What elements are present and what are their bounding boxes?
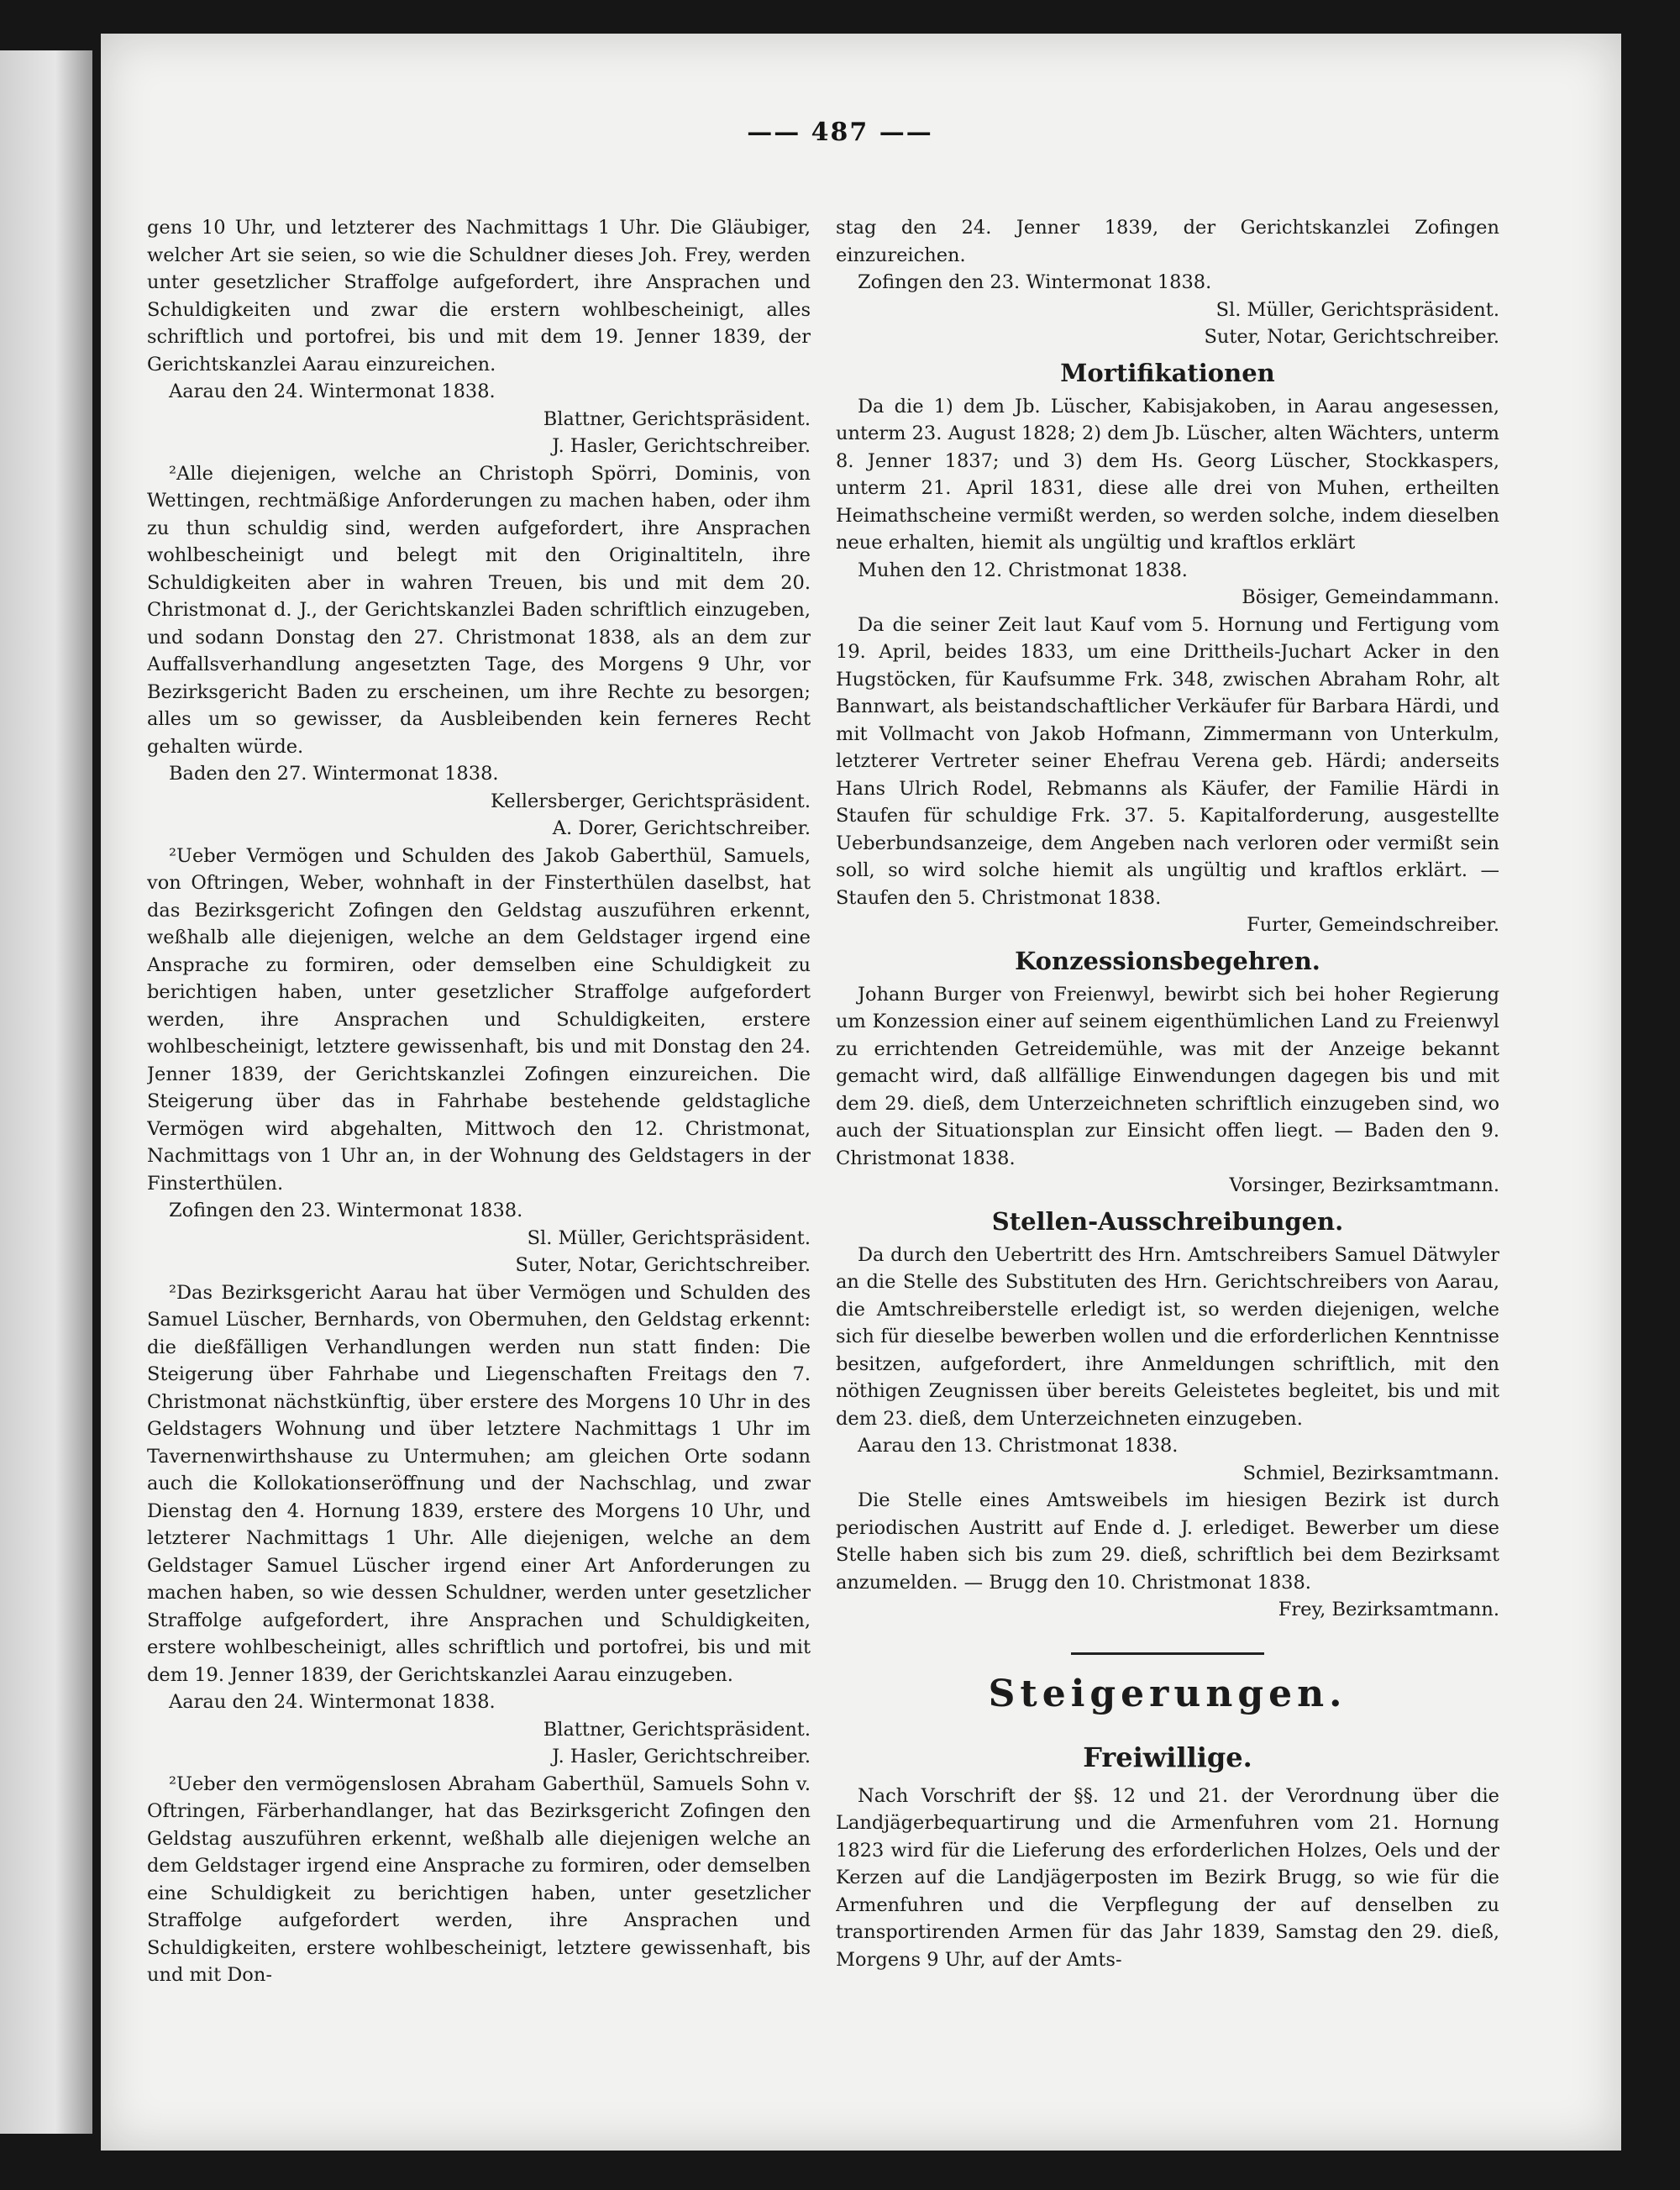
section-heading-stellen: Stellen-Ausschreibungen.	[991, 1206, 1344, 1236]
notice-signature	[147, 788, 811, 843]
notice-text: ²Ueber Vermögen und Schulden des Jakob Gaberthül, Samuels, von Oftringen, Weber, wohnhaft in der Finsterthülen daselbst, hat das Bezirksgericht Zofingen den Geldstag auszuführen erkennt, weßhalb alle diejenigen, welche an dem Geldstager irgend eine Ansprache zu formiren, oder demselben eine Schuldigkeit zu berichtigen haben, unter gesetzlicher Straffolge aufgefordert werden, ihre Ansprachen und Schuldigkeiten, erstere wohlbescheinigt, letztere gewissenhaft, bis und mit Donstag den 24. Jenner 1839, der Gerichtskanzlei Zofingen einzureichen. Die Steigerung über das in Fahrhabe bestehende geldstagliche Vermögen wird abgehalten, Mittwoch den 12. Christmonat, Nachmittags von 1 Uhr an, in der Wohnung des Geldstagers in der Finsterthülen.	[147, 844, 811, 1195]
signature-line: J. Hasler, Gerichtschreiber.	[552, 435, 811, 457]
signature-line: Sl. Müller, Gerichtspräsident.	[527, 1226, 811, 1249]
signature-line: Frey, Bezirksamtmann.	[1278, 1599, 1499, 1620]
section-heading-steigerungen: Steigerungen.	[988, 1672, 1347, 1715]
notice-signature	[836, 1596, 1499, 1624]
signature-line: A. Dorer, Gerichtschreiber.	[552, 817, 811, 839]
notice-date: Aarau den 24. Wintermonat 1838.	[169, 381, 496, 402]
signature-line: Sl. Müller, Gerichtspräsident.	[1215, 298, 1499, 321]
notice-date: Zofingen den 23. Wintermonat 1838.	[169, 1200, 523, 1221]
notice-text: gens 10 Uhr, und letzterer des Nachmittags 1 Uhr. Die Gläubiger, welcher Art sie seien, so wie die Schuldner dieses Joh. Frey, werden unter gesetzlicher Straffolge aufgefordert, ihre Ansprachen und Schuldigkeiten und zwar die erstern wohlbescheinigt, alles schriftlich und portofrei, bis und mit dem 19. Jenner 1839, der Gerichtskanzlei Aarau einzureichen.	[147, 217, 811, 376]
right-column	[836, 214, 1499, 2046]
signature-line: J. Hasler, Gerichtschreiber.	[552, 1746, 811, 1767]
notice-date: Aarau den 24. Wintermonat 1838.	[169, 1691, 496, 1713]
signature-line: Suter, Notar, Gerichtschreiber.	[1204, 326, 1499, 348]
signature-line: Suter, Notar, Gerichtschreiber.	[515, 1254, 811, 1276]
notice-signature	[836, 584, 1499, 612]
signature-line: Blattner, Gerichtspräsident.	[543, 1718, 811, 1741]
notice-text: Die Stelle eines Amtsweibels im hiesigen Bezirk ist durch periodischen Austritt auf Ende d. J. erlediget. Bewerber um diese Stelle haben sich bis zum 29. dieß, schriftlich bei dem Bezirksamt anzumelden. — Brugg den 10. Christmonat 1838.	[836, 1489, 1499, 1594]
section-heading-mortifikationen: Mortifikationen	[1060, 358, 1275, 387]
page-number: —— 487 ——	[747, 118, 933, 147]
notice-date: Zofingen den 23. Wintermonat 1838.	[858, 271, 1212, 293]
signature-line: Schmiel, Bezirksamtmann.	[1242, 1462, 1499, 1484]
signature-line: Kellersberger, Gerichtspräsident.	[491, 790, 811, 812]
notice-signature	[147, 1225, 811, 1279]
signature-line: Furter, Gemeindschreiber.	[1247, 914, 1499, 936]
previous-page-edge	[0, 50, 92, 2134]
notice-signature	[836, 1460, 1499, 1488]
notice-text: Da die seiner Zeit laut Kauf vom 5. Hornung und Fertigung vom 19. April, beides 1833, um eine Drittheils-Juchart Acker in den Hugstöcken, für Kaufsumme Frk. 348, zwischen Abraham Rohr, alt Bannwart, als beistandschaftlicher Verkäufer für Barbara Härdi, und mit Vollmacht von Jakob Hofmann, Zimmermann von Unterkulm, letzterer Vertreter seiner Ehefrau Verena geb. Härdi; anderseits Hans Ulrich Rodel, Rebmanns als Käufer, der Familie Härdi in Staufen für schuldige Frk. 37. 5. Kapitalforderung, ausgestellte Ueberbundsanzeige, dem Angeben nach verloren oder vermißt sein soll, so wird solche hiemit als ungültig und kraftlos erklärt. — Staufen den 5. Christmonat 1838.	[836, 613, 1499, 909]
section-divider	[1071, 1652, 1264, 1655]
notice-signature	[147, 1716, 811, 1771]
notice-signature	[836, 911, 1499, 939]
signature-line: Bösiger, Gemeindammann.	[1242, 586, 1499, 608]
subheading-freiwillige: Freiwillige.	[1083, 1741, 1252, 1773]
notice-text: Johann Burger von Freienwyl, bewirbt sich bei hoher Regierung um Konzession einer auf seinem eigenthümlichen Land zu Freienwyl zu errichtenden Getreidemühle, was mit der Anzeige bekannt gemacht wird, daß allfällige Einwendungen dagegen bis und mit dem 29. dieß, dem Unterzeichneten schriftlich einzugeben sind, wo auch der Situationsplan zur Einsicht offen liegt. — Baden den 9. Christmonat 1838.	[836, 983, 1499, 1169]
notice-text: stag den 24. Jenner 1839, der Gerichtskanzlei Zofingen einzureichen.	[836, 217, 1499, 266]
signature-line: Blattner, Gerichtspräsident.	[543, 407, 811, 430]
left-column	[147, 214, 811, 2046]
notice-text: ²Das Bezirksgericht Aarau hat über Vermögen und Schulden des Samuel Lüscher, Bernhards, von Obermuhen, den Geldstag erkennt: die dießfälligen Verhandlungen werden nun statt finden: Die Steigerung über Fahrhabe und Liegenschaften Freitags den 7. Christmonat nächstkünftig, über erstere des Morgens 10 Uhr in des Geldstagers Wohnung und über letztere Nachmittags 1 Uhr im Tavernenwirthshause zu Untermuhen; am gleichen Orte sodann auch die Kollokationseröffnung und der Nachschlag, und zwar Dienstag den 4. Hornung 1839, erstere des Morgens 10 Uhr, und letzterer Nachmittags 1 Uhr. Alle diejenigen, welche an dem Geldstager Samuel Lüscher irgend einer Art Anforderungen zu machen haben, so wie dessen Schuldner, werden unter gesetzlicher Straffolge aufgefordert, ihre Ansprachen und Schuldigkeiten, erstere wohlbescheinigt, alles schriftlich und portofrei, bis und mit dem 19. Jenner 1839, der Gerichtskanzlei Aarau einzugeben.	[147, 1281, 811, 1686]
notice-text: Nach Vorschrift der §§. 12 und 21. der Verordnung über die Landjägerbequartirung und die Armenfuhren vom 21. Hornung 1823 wird für die Lieferung des erforderlichen Holzes, Oels und der Kerzen auf die Landjägerposten im Bezirk Brugg, so wie für die Armenfuhren und die Verpflegung der auf denselben zu transportirenden Armen für das Jahr 1839, Samstag den 29. dieß, Morgens 9 Uhr, auf der Amts-	[836, 1784, 1499, 1971]
notice-text: Da die 1) dem Jb. Lüscher, Kabisjakoben, in Aarau angesessen, unterm 23. August 1828; 2) dem Jb. Lüscher, alten Wächters, unterm 8. Jenner 1837; und 3) dem Hs. Georg Lüscher, Stockkaspers, unterm 21. April 1831, diese alle drei von Muhen, ertheilten Heimathscheine vermißt werden, so werden solche, indem dieselben neue erhalten, hiemit als ungültig und kraftlos erklärt	[836, 395, 1499, 554]
signature-line: Vorsinger, Bezirksamtmann.	[1229, 1174, 1499, 1196]
notice-signature	[147, 406, 811, 460]
notice-signature	[836, 1172, 1499, 1200]
notice-date: Baden den 27. Wintermonat 1838.	[169, 763, 499, 785]
notice-text: ²Ueber den vermögenslosen Abraham Gaberthül, Samuels Sohn v. Oftringen, Färberhandlanger, hat das Bezirksgericht Zofingen den Geldstag auszuführen erkennt, weßhalb alle diejenigen welche an dem Geldstager irgend eine Ansprache zu formiren, oder demselben eine Schuldigkeit zu berichtigen haben, unter gesetzlicher Straffolge aufgefordert werden, ihre Ansprachen und Schuldigkeiten, erstere wohlbescheinigt, letztere gewissenhaft, bis und mit Don-	[147, 1772, 811, 1986]
notice-signature	[836, 297, 1499, 351]
notice-text: Da durch den Uebertritt des Hrn. Amtschreibers Samuel Dätwyler an die Stelle des Substituten des Hrn. Gerichtschreibers von Aarau, die Amtschreiberstelle erledigt ist, so werden diejenigen, welche sich für dieselbe bewerben wollen und die erforderlichen Kenntnisse besitzen, aufgefordert, ihre Anmeldungen schriftlich, mit den nöthigen Zeugnissen über bereits Geleistetes begleitet, bis und mit dem 23. dieß, dem Unterzeichneten einzugeben.	[836, 1243, 1499, 1430]
notice-text: ²Alle diejenigen, welche an Christoph Spörri, Dominis, von Wettingen, rechtmäßige Anforderungen zu machen haben, oder ihm zu thun schuldig sind, werden aufgefordert, ihre Ansprachen wohlbescheinigt und belegt mit den Originaltiteln, ihre Schuldigkeiten aber in wahren Treuen, bis und mit dem 20. Christmonat d. J., der Gerichtskanzlei Baden schriftlich einzugeben, und sodann Donstag den 27. Christmonat 1838, als an dem zur Auffallsverhandlung angesetzten Tage, des Morgens 9 Uhr, vor Bezirksgericht Baden zu erscheinen, um ihre Rechte zu besorgen; alles um so gewisser, da Ausbleibenden kein ferneres Recht gehalten würde.	[147, 462, 811, 758]
notice-date: Muhen den 12. Christmonat 1838.	[858, 559, 1188, 581]
section-heading-konzession: Konzessionsbegehren.	[1015, 946, 1320, 975]
notice-date: Aarau den 13. Christmonat 1838.	[858, 1435, 1179, 1457]
